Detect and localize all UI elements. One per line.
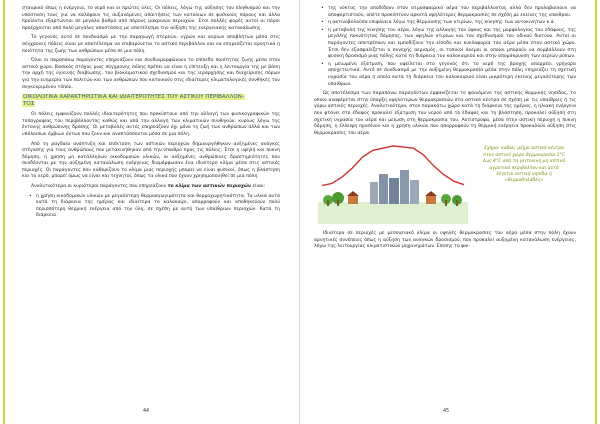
list-item-continuation (328, 6, 576, 19)
caption-line: λέγεται αστική νησίδα ή (496, 171, 552, 177)
page-edge-stripe (595, 0, 597, 424)
list-item: • η μεταβολή της κίνησης του αέρα, λόγω της αλλαγής του ύψους και της μορφολογίας του εδάφους, της μεγάλης πυκνότητας δόμησης, των υψηλών κτιρίων και του σχεδιασμού του οδικού δικτύου. Αυτοί οι παράγοντες αποτρέπουν και εμποδίζουν την είσοδο και κυκλοφορία του αέρα μέσα στον αστικό χώρο. Έτσι δεν εξασφαλίζεται ο συνεχής αερισμός, οι τοπικοί άνεμοι οι οποίοι μπορούν να συμβάλλουν στη φυσική δροσισμό μιας πόλης κατά τη διάρκεια του καλοκαιριού και στην απομάκρυνση των αερίων ρύπων. (328, 28, 576, 61)
figure-caption (474, 146, 574, 184)
list-item: • η ακτινοβολούσα επιφάνεια λόγω της θέρμανσης των κτιρίων, της κίνησης των αυτοκινήτων κ.ά. (328, 20, 576, 27)
right-page (300, 0, 600, 424)
caption-line: στον αστικό χώρο θερμοκρασία 1°C (483, 152, 565, 158)
factor-list (22, 194, 280, 220)
list-continuation-text: της νύκτας την αποδίδουν στον ατμοσφαιρικό αέρα του περιβάλλοντος αλλά δεν προλαβαίνουν να αποφορτιστούν, οπότε προκύπτουν αρκετά υψηλότερες θερμοκρασίες σε σχέση με εκείνες της υπαίθρου. (328, 6, 576, 18)
caption-line: έως 4°C από τη γειτονική μη αστικό (482, 159, 566, 165)
section-heading-line1: ΟΙΚΟΛΟΓΙΚΑ ΧΑΡΑΚΤΗΡΙΣΤΙΚΑ ΚΑΙ ΙΔΙΑΙΤΕΡΟΤΗΤΕΣ ΤΟΥ ΑΣΤΙΚΟΥ ΠΕΡΙΒΑΛΛΟΝ- (23, 94, 244, 101)
caption-line: αγροτικό περιβάλλον και αυτό (489, 165, 559, 171)
page-edge-stripe (3, 0, 5, 424)
paragraph: Οι πόλεις εμφανίζουν πολλές ιδιαιτερότητες που προκύπτουν από την αλλαγή των φυσικογραφικών της τοπογραφίας του περιβάλλοντος καθώς και από την αλλαγή των κλιματικών συνθηκών, κυρίως λόγω της έντονης ανθρώπινης δράσης. Οι μεταβολές αυτές επηρεάζουν όχι μόνο τη ζωή των ανθρώπων αλλά και των υπόλοιπων έμβιων όντων που ζουν και αναπτύσσονται μέσα σε μια πόλη. (22, 112, 280, 137)
list-intro-tail: είναι: (252, 184, 266, 190)
paragraph: Ιδιαίτερα σε περιοχές με μεσογειακό κλίμα οι υψηλές θερμοκρασίες του αέρα μέσα στην πόλη έχουν αρνητικές συνέπειες όπως η αύξηση των αναγκών δροσισμού, που προκαλεί αυξημένη κατανάλωση ενέργειας, λόγω της λειτουργίας κλιματιστικών μηχανημάτων. Επίσης το φαι- (314, 231, 576, 250)
list-intro-text: Αναλυτικότερα οι κυριότεροι παράγοντες που επηρεάζουν (31, 184, 167, 190)
page-number: 45 (443, 409, 450, 414)
list-item: • η χρήση οικοδομικών υλικών με μεγαλύτερη θερμοαγωγιμότητα και θερμοχωρητικότητα. Τα υλικά αυτά κατά τη διάρκεια της ημέρας και ιδιαίτερα το καλοκαίρι, απορροφούν και αποθηκεύουν πολύ περισσότερη θερμική ενέργεια από την ύλη, σε σχέση με αυτή των υπαίθριων περιοχών. Κατά τη διάρκεια (36, 194, 280, 220)
caption-line: «θερμοθηλάδες» (504, 178, 544, 184)
paragraph-list-intro (22, 184, 280, 191)
paragraph: Το γεγονός αυτό σε συνδυασμό με την παραγωγή στερεών, υγρών και αερίων αποβλήτων μέσα στις σύγχρονες πόλεις είναι με αποτέλεσμα να επιβαρύνεται το αστικό περιβάλλον και να επηρεάζεται αρνητικά η ποιότητα της ζωής των ανθρώπων μέσα σε μια πόλη. (22, 35, 280, 54)
page-number: 44 (143, 409, 150, 414)
heat-island-figure (314, 140, 576, 226)
left-page-content (22, 6, 280, 223)
paragraph: σταυρικό όπως η ενέργεια, το νερό και οι πρώτες ύλες. Οι πόλεις, λόγω της αύξησης του πληθυσμού και την υπόσταση τους για να καλύψουν τις αυξανόμενες απαιτήσεις των κατοίκων σε φυσικούς πόρους και άλλα προϊόντα εξαρτώνται σε μεγάλο βαθμό από πόρους μακρινών περιοχών. Έτσι πολλές φορές αυτοί οι πόροι προέρχονται από πολύ μεγάλες αποστάσεις με αποτέλεσμα την αύξηση της ενεργειακής κατανάλωσης. (22, 6, 280, 31)
section-heading-line2: ΤΟΣ (23, 101, 35, 108)
list-intro-emphasis: το κλίμα των αστικών περιοχών (167, 184, 251, 190)
section-heading (22, 94, 280, 108)
paragraph: Ως αποτέλεσμα των παραπάνω παραγόντων εμφανίζεται το φαινόμενο της αστικής θερμικής νησίδας, το οποίο αναφέρεται στην ύπαρξη υψηλότερων θερμοκρασιών στα αστικά κέντρα σε σχέση με τις υπαίθριες ή τις γύρω αστικές περιοχές. Αναλυτικότερα, στον παρακάτω χώρο κατά τη διάρκεια της ημέρας, η ηλιακή ενέργεια που φτάνει στο έδαφος προκαλεί εξάτμιση του νερού από το έδαφος και τη βλάστηση, προκαλεί αύξηση στη σχετική υγρασία του αέρα και μείωση στη θερμοκρασία του. Αντίστροφα, μέσα στην αστική περιοχή η πυκνή δόμηση, η έλλειψη πρασίνου και η χρήση υλικών που απορροφούν τη θερμική ενέργεια προκαλούν αύξηση στις θερμοκρασίες του αέρα. (314, 91, 576, 136)
heat-island-chart (318, 140, 468, 224)
right-page-content (314, 6, 576, 254)
list-item: • η μειωμένη εξάτμιση, που οφείλεται στο γεγονός ότι το νερό της βροχής απορρέει γρήγορα αποχετευτικά. Αυτό σε συνδυασμό με την αυξημένη θερμοκρασία μέσα στην πόλη επηρεάζει τη σχετική υγρασία του αέρα η οποία κατά τη διάρκεια του καλοκαιριού είναι μικρότερη εκείνης μεγαλύτερης των υπαίθρων. (328, 62, 576, 88)
paragraph: Από τη ραγδαία ανάπτυξη και επέκταση των αστικών περιοχών δημιουργήθηκαν αυξημένες ανάγκες στέγασης για τους ανθρώπους που μετακινήθηκαν από την ύπαιθρο προς τις πόλεις. Έτσι η υψηλή και πυκνή δόμηση, η χρήση μη κατάλληλων οικοδομικών υλικών, οι αυξημένες ανθρώπινες δραστηριότητες που συνδέονται με την αυξημένη κατανάλωση ενέργειας διαμόρφωσαν ένα ιδιαίτερο κλίμα μέσα στις αστικές περιοχές. Οι παράγοντες που καθορίζουν το κλίμα μιας περιοχής μπορεί να είναι φυσικοί, όπως η βλάστηση και το νερό, μπορεί όμως να είναι και τεχνητοί, όπως τα υλικά που έχουν χρησιμοποιηθεί σε μια πόλη. (22, 141, 280, 180)
factor-list-continued (314, 6, 576, 88)
paragraph: Όλοι οι παραπάνω παράγοντες επηρεάζουν και συνδιαμορφώνουν το επίπεδο ποιότητας ζωής μέσα στον αστικό χώρο. Βασικός στόχος μιας σύγχρονης πόλης πρέπει να είναι η επίτευξη και η λειτουργία της με βάση την αρχή της υγιεινής διαβίωσης, του βιοκλιματικού σχεδιασμού και της ιεράρχησης και διαχείρισης πόρων για την ευημερία των πολιτών και των ανθρώπων που κατοικούν στις ιδιαίτερες κλιματολογικές συνθήκες του συγκεκριμένου τόπου. (22, 58, 280, 90)
caption-line: Σχήμα: καθώς μέχρι αστικό κέντρο (484, 146, 564, 152)
